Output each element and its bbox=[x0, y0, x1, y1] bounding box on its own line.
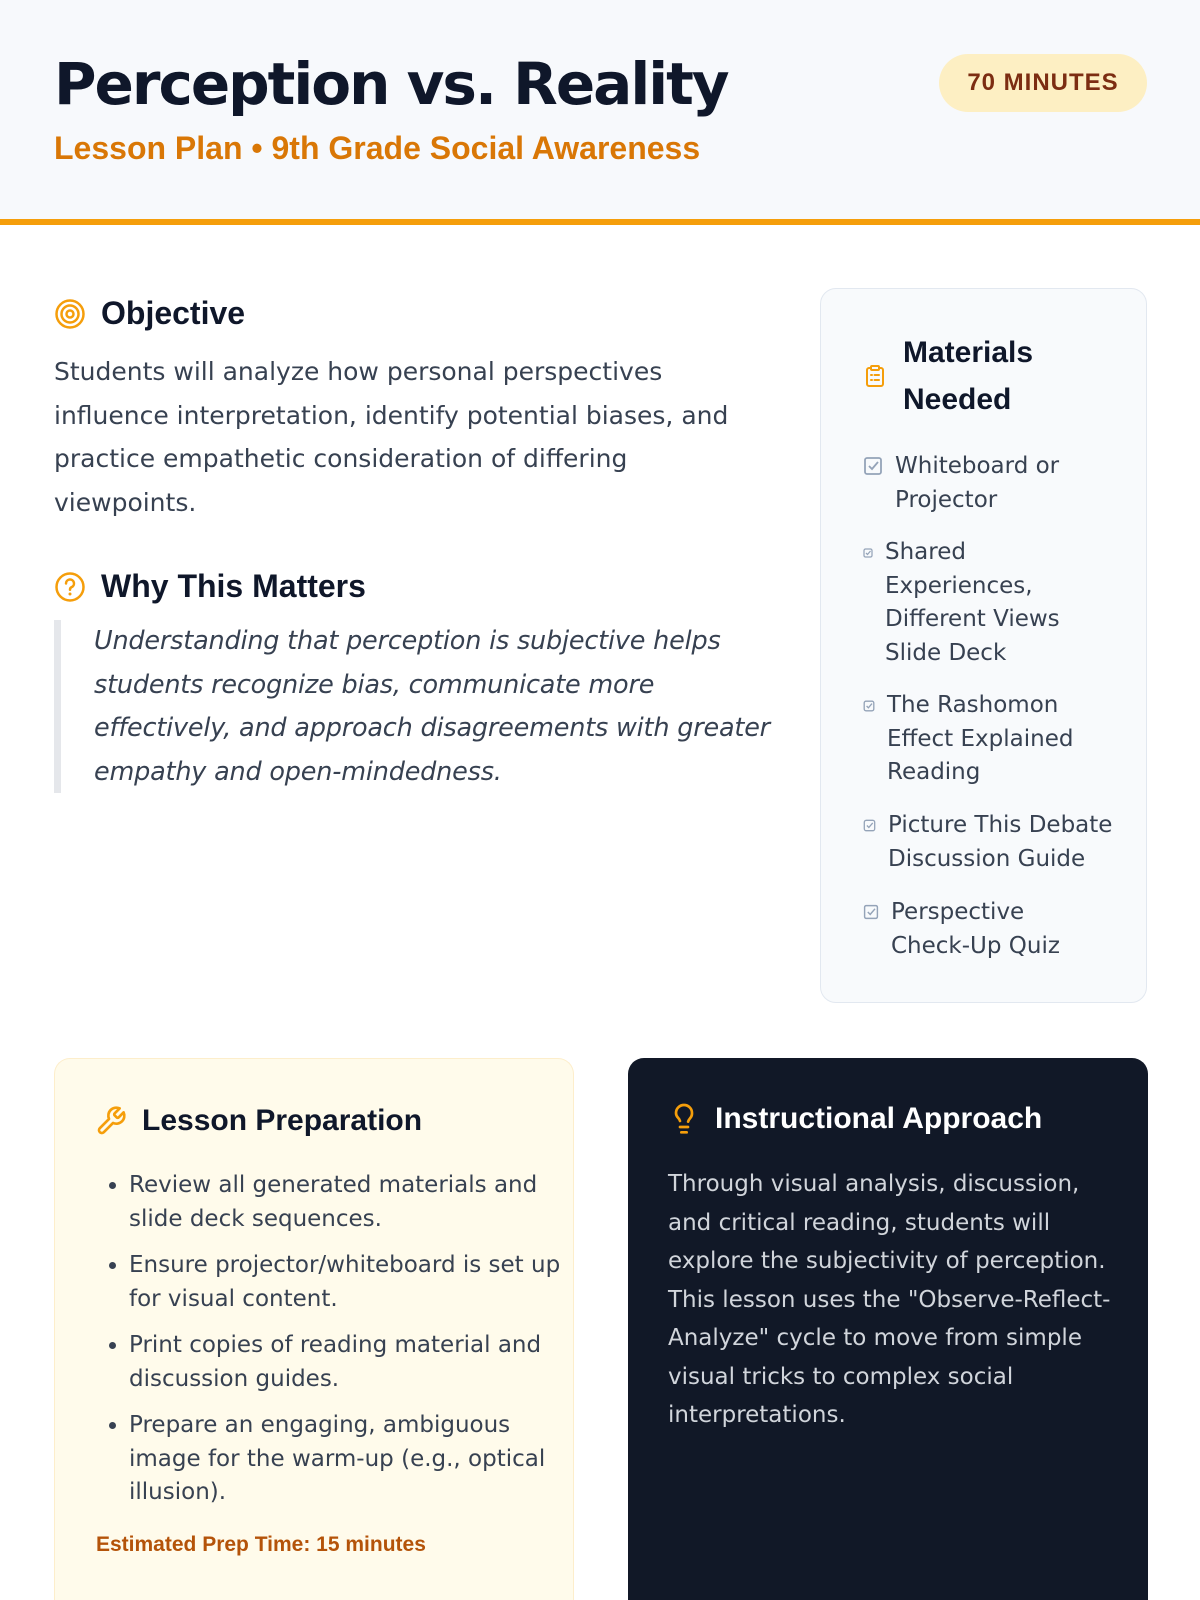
wrench-icon bbox=[95, 1105, 127, 1137]
materials-card bbox=[820, 288, 1147, 1003]
checkbox-icon bbox=[863, 548, 873, 558]
clipboard-list-icon bbox=[863, 364, 887, 388]
why-title: Why This Matters bbox=[101, 568, 366, 604]
question-circle-icon bbox=[54, 571, 86, 603]
material-label: Picture This Debate Discussion Guide bbox=[888, 812, 1113, 872]
lightbulb-icon bbox=[668, 1103, 700, 1135]
list-item: • Prepare an engaging, ambiguous image for the warm-up (e.g., optical illusion). bbox=[129, 1409, 569, 1510]
why-quote-text: Understanding that perception is subjective helps students recognize bias, communicate more effectively, and approach disagreements with greater empathy and open-mindedness. bbox=[94, 626, 770, 787]
materials-title: Materials Needed bbox=[903, 336, 1034, 416]
materials-heading bbox=[863, 329, 1063, 423]
lesson-preparation-card bbox=[54, 1058, 574, 1600]
material-item bbox=[863, 689, 1087, 790]
objective-text: Students will analyze how personal perspectives influence interpretation, identify potential biases, and practice empathetic consideration of differing viewpoints. bbox=[54, 357, 729, 517]
list-item: • Ensure projector/whiteboard is set up for visual content. bbox=[129, 1249, 569, 1316]
material-item bbox=[863, 809, 1118, 876]
checkbox-icon bbox=[863, 904, 879, 920]
list-item: • Review all generated materials and slide deck sequences. bbox=[129, 1169, 569, 1236]
approach-title: Instructional Approach bbox=[715, 1102, 1043, 1135]
instructional-approach-card bbox=[628, 1058, 1148, 1600]
page-subtitle: Lesson Plan • 9th Grade Social Awareness bbox=[54, 130, 701, 166]
preparation-heading bbox=[95, 1104, 422, 1138]
material-item bbox=[863, 896, 1091, 963]
approach-heading bbox=[668, 1102, 1042, 1136]
checkbox-icon bbox=[863, 456, 883, 476]
material-label: Shared Experiences, Different Views Slide Deck bbox=[885, 539, 1060, 666]
page-title: Perception vs. Reality bbox=[54, 50, 728, 118]
material-label: Perspective Check-Up Quiz bbox=[891, 899, 1060, 959]
material-label: The Rashomon Effect Explained Reading bbox=[887, 692, 1074, 785]
approach-text: Through visual analysis, discussion, and critical reading, students will explore the subjectivity of perception. This lesson uses the "Observe-Reflect-Analyze" cycle to move from simple visual tricks to complex social interpretations. bbox=[668, 1171, 1111, 1428]
material-item bbox=[863, 536, 1085, 670]
preparation-title: Lesson Preparation bbox=[142, 1104, 423, 1137]
material-label: Whiteboard or Projector bbox=[895, 453, 1060, 513]
objective-heading bbox=[54, 295, 245, 332]
prep-time: Estimated Prep Time: 15 minutes bbox=[96, 1533, 426, 1556]
target-icon bbox=[54, 298, 86, 330]
checkbox-icon bbox=[863, 700, 875, 712]
page-header bbox=[0, 0, 1200, 225]
duration-badge: 70 MINUTES bbox=[939, 54, 1147, 112]
objective-title: Objective bbox=[101, 295, 246, 331]
checkbox-icon bbox=[863, 819, 876, 832]
list-item: • Print copies of reading material and discussion guides. bbox=[129, 1329, 569, 1396]
preparation-list bbox=[95, 1169, 569, 1523]
why-heading bbox=[54, 568, 366, 605]
why-quote bbox=[54, 620, 770, 793]
material-item bbox=[863, 450, 1125, 517]
